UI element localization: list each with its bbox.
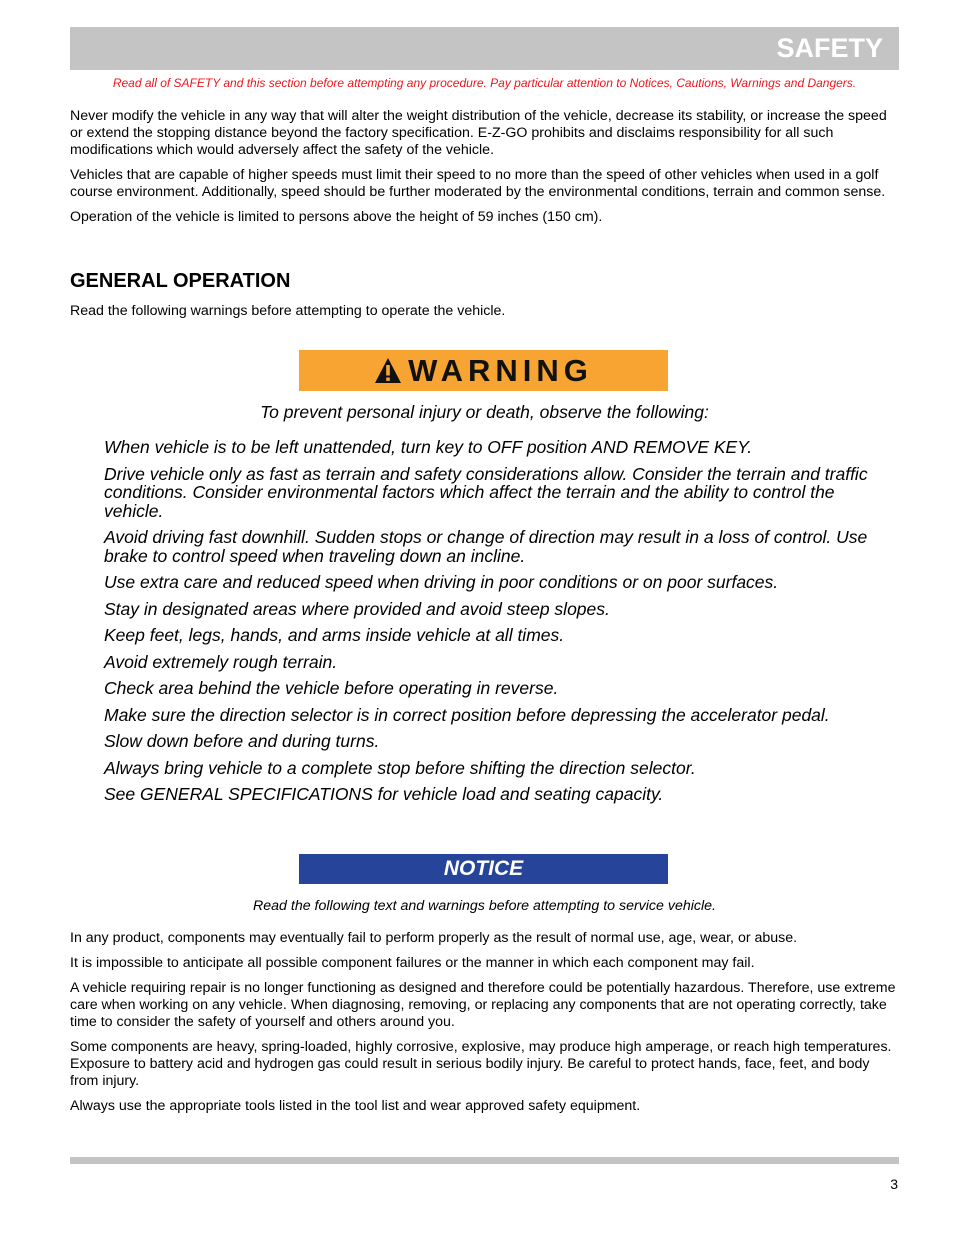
header-bar <box>70 27 899 70</box>
warning-item: Check area behind the vehicle before operating in reverse. <box>104 678 559 698</box>
warning-item: When vehicle is to be left unattended, turn key to OFF position AND REMOVE KEY. <box>104 437 753 457</box>
warning-item: Keep feet, legs, hands, and arms inside vehicle at all times. <box>104 625 565 645</box>
warning-item: Stay in designated areas where provided and avoid steep slopes. <box>104 598 610 619</box>
safety-note: Read all of SAFETY and this section before attempting any procedure. Pay particular attention to Notices, Cautions, Warnings and Dangers. <box>112 76 857 90</box>
notice-label: NOTICE <box>443 857 524 880</box>
warning-item: Make sure the direction selector is in correct position before depressing the accelerator pedal. <box>104 704 830 725</box>
intro-paragraph: Vehicles that are capable of higher speeds must limit their speed to no more than the speed of other vehicles when used in a golf course environment. Additionally, speed should be further moderated by the environmental conditions, terrain and common sense. <box>70 167 886 200</box>
page-title: SAFETY <box>776 33 883 63</box>
warning-item: See GENERAL SPECIFICATIONS for vehicle load and seating capacity. <box>104 784 664 804</box>
service-paragraph: It is impossible to anticipate all possible component failures or the manner in which each component may fail. <box>70 955 755 971</box>
warning-item: Use extra care and reduced speed when driving in poor conditions or on poor surfaces. <box>104 572 779 592</box>
service-section <box>70 930 899 1123</box>
warning-item: Slow down before and during turns. <box>104 731 380 751</box>
warning-triangle-icon <box>374 357 402 384</box>
section-heading: GENERAL OPERATION <box>70 270 291 292</box>
warning-item: Drive vehicle only as fast as terrain and safety considerations allow. Consider the terrain and traffic conditions. Consider environmental factors which affect the terrain and the ability to control the vehicle. <box>104 463 868 521</box>
page-number: 3 <box>890 1176 898 1192</box>
intro-paragraph: Never modify the vehicle in any way that will alter the weight distribution of the vehicle, decrease its stability, or increase the speed or extend the stopping distance beyond the factory specification. E-Z-GO prohibits and disclaims responsibility for all such modifications which would adversely affect the safety of the vehicle. <box>70 108 887 158</box>
warning-list <box>104 438 869 812</box>
warning-item: Avoid extremely rough terrain. <box>104 651 338 672</box>
warning-banner <box>299 350 668 391</box>
notice-banner <box>299 854 668 884</box>
footer-bar <box>70 1157 899 1164</box>
warning-item: Always bring vehicle to a complete stop before shifting the direction selector. <box>104 757 696 778</box>
warning-item: Avoid driving fast downhill. Sudden stops or change of direction may result in a loss of control. Use brake to control speed when traveling down an incline. <box>104 527 868 566</box>
service-paragraph: In any product, components may eventually fail to perform properly as the result of normal use, age, wear, or abuse. <box>70 930 798 946</box>
intro-paragraph: Operation of the vehicle is limited to persons above the height of 59 inches (150 cm). <box>70 209 603 225</box>
intro-section <box>70 108 899 234</box>
notice-intro: Read the following text and warnings before attempting to service vehicle. <box>253 898 716 914</box>
warning-intro: To prevent personal injury or death, observe the following: <box>260 402 709 422</box>
service-paragraph: Always use the appropriate tools listed in the tool list and wear approved safety equipment. <box>70 1098 641 1114</box>
section-subtext: Read the following warnings before attempting to operate the vehicle. <box>70 303 506 319</box>
warning-label: WARNING <box>408 353 593 388</box>
service-paragraph: Some components are heavy, spring-loaded, highly corrosive, explosive, may produce high amperage, or reach high temperatures. Exposure to battery acid and hydrogen gas could result in serious bodily injury. Be careful to protect hands, face, feet, and body from injury. <box>70 1039 892 1089</box>
service-paragraph: A vehicle requiring repair is no longer functioning as designed and therefore could be potentially hazardous. Therefore, use extreme care when working on any vehicle. When diagnosing, removing, or replacing any components that are not operating correctly, take time to consider the safety of yourself and others around you. <box>70 980 896 1030</box>
